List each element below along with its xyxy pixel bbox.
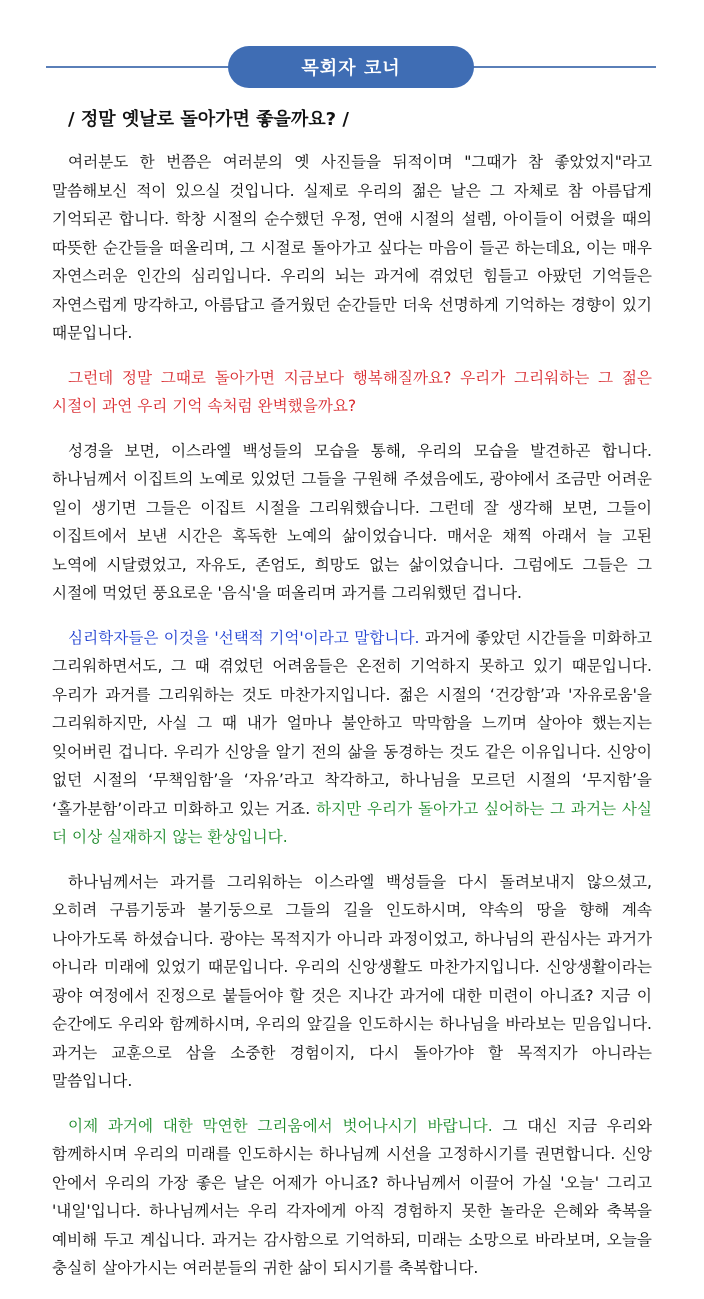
paragraph-5: 하나님께서는 과거를 그리워하는 이스라엘 백성들을 다시 돌려보내지 않으셨고, 오히려 구름기둥과 불기둥으로 그들의 길을 인도하시며, 약속의 땅을 향해 계속 나아가도록 하셨습니다. 광야는 목적지가 아니라 과정이었고, 하나님의 관심사는 과거가 아니라 미래에 있었기 때문입니다. 우리의 신앙생활도 마찬가지입니다. 신앙생활이라는 광야 여정에서 진정으로 붙들어야 할 것은 지나간 과거에 대한 미련이 아니죠? 지금 이 순간에도 우리와 함께하시며, 우리의 앞길을 인도하시는 하나님을 바라보는 믿음입니다. 과거는 교훈으로 삼을 소중한 경험이지, 다시 돌아가야 할 목적지가 아니라는 말씀입니다. xyxy=(52,872,652,1090)
exhortation-highlight: 이제 과거에 대한 막연한 그리움에서 벗어나시기 바랍니다. xyxy=(68,1116,493,1135)
illusion-highlight: 하지만 우리가 돌아가고 싶어하는 그 과거는 사실 더 이상 실재하지 않는 환상입니다. xyxy=(52,799,652,846)
article-title: / 정말 옛날로 돌아가면 좋을까요? / xyxy=(68,109,349,130)
article xyxy=(52,106,652,1299)
selective-memory-highlight: 심리학자들은 이것을 '선택적 기억'이라고 말합니다. xyxy=(68,628,420,647)
pastor-corner-badge: 목회자 코너 xyxy=(228,46,474,88)
paragraph-2-question: 그런데 정말 그때로 돌아가면 지금보다 행복해질까요? 우리가 그리워하는 그 젊은 시절이 과연 우리 기억 속처럼 완벽했을까요? xyxy=(52,368,652,415)
section-header xyxy=(0,0,704,100)
paragraph-1: 여러분도 한 번쯤은 여러분의 옛 사진들을 뒤적이며 "그때가 참 좋았었지"라고 말씀해보신 적이 있으실 것입니다. 실제로 우리의 젊은 날은 그 자체로 참 아름답게 기억되곤 합니다. 학창 시절의 순수했던 우정, 연애 시절의 설렘, 아이들이 어렸을 때의 따뜻한 순간들을 떠올리며, 그 시절로 돌아가고 싶다는 마음이 들곤 하는데요, 이는 매우 자연스러운 인간의 심리입니다. 우리의 뇌는 과거에 겪었던 힘들고 아팠던 기억들은 자연스럽게 망각하고, 아름답고 즐거웠던 순간들만 더욱 선명하게 기억하는 경향이 있기 때문입니다. xyxy=(52,153,652,342)
paragraph-3: 성경을 보면, 이스라엘 백성들의 모습을 통해, 우리의 모습을 발견하곤 합니다. 하나님께서 이집트의 노예로 있었던 그들을 구원해 주셨음에도, 광야에서 조금만 어려운 일이 생기면 그들은 이집트 시절을 그리워했습니다. 그런데 잘 생각해 보면, 그들이 이집트에서 보낸 시간은 혹독한 노예의 삶이었습니다. 매서운 채찍 아래서 늘 고된 노역에 시달렸었고, 자유도, 존엄도, 희망도 없는 삶이었습니다. 그럼에도 그들은 그 시절에 먹었던 풍요로운 '음식'을 떠올리며 과거를 그리워했던 겁니다. xyxy=(52,441,652,602)
paragraph-4-body: 과거에 좋았던 시간들을 미화하고 그리워하면서도, 그 때 겪었던 어려움들은 온전히 기억하지 못하고 있기 때문입니다. 우리가 과거를 그리워하는 것도 마찬가지입니다. 젊은 시절의 ‘건강함’과 '자유로움'을 그리워하지만, 사실 그 때 내가 얼마나 불안하고 막막함을 느끼며 살아야 했는지는 잊어버린 겁니다. 우리가 신앙을 알기 전의 삶을 동경하는 것도 같은 이유입니다. 신앙이 없던 시절의 ‘무책임함’을 ‘자유’라고 착각하고, 하나님을 모르던 시절의 ‘무지함’을 ‘홀가분함’이라고 미화하고 있는 거죠. xyxy=(52,628,652,818)
paragraph-6-body: 그 대신 지금 우리와 함께하시며 우리의 미래를 인도하시는 하나님께 시선을 고정하시기를 권면합니다. 신앙 안에서 우리의 가장 좋은 날은 어제가 아니죠? 하나님께서 이끌어 가실 '오늘' 그리고 '내일'입니다. 하나님께서는 우리 각자에게 아직 경험하지 못한 놀라운 은혜와 축복을 예비해 두고 계십니다. 과거는 감사함으로 기억하되, 미래는 소망으로 바라보며, 오늘을 충실히 살아가시는 여러분들의 귀한 삶이 되시기를 축복합니다. xyxy=(52,1116,652,1277)
paragraph-4 xyxy=(52,624,652,852)
paragraph-6 xyxy=(52,1112,652,1283)
